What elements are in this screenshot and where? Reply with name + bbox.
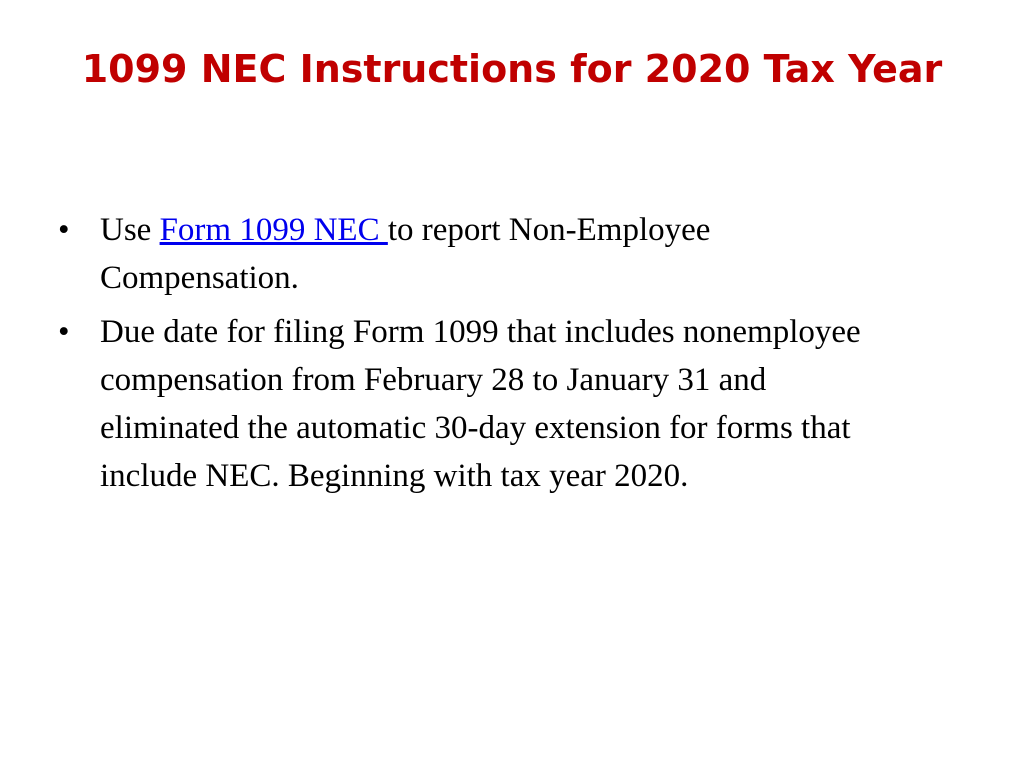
bullet-list — [0, 206, 1024, 500]
bullet-dot-icon: • — [58, 314, 70, 350]
bullet-item-due-date — [0, 308, 1024, 500]
bullet-text-suffix: to report Non-Employee Compensation. — [100, 212, 711, 296]
form-1099-nec-link[interactable]: Form 1099 NEC — [159, 212, 388, 248]
bullet-text-prefix: Use — [100, 212, 160, 248]
bullet-text-due-date: Due date for filing Form 1099 that includes nonemployee compensation from February 28 to January 31 and eliminated the automatic 30-day extension for forms that include NEC. Beginning with tax year 2020. — [100, 314, 861, 494]
bullet-item-form-usage — [0, 206, 1024, 302]
bullet-dot-icon: • — [58, 212, 70, 248]
slide-title: 1099 NEC Instructions for 2020 Tax Year — [81, 47, 943, 91]
